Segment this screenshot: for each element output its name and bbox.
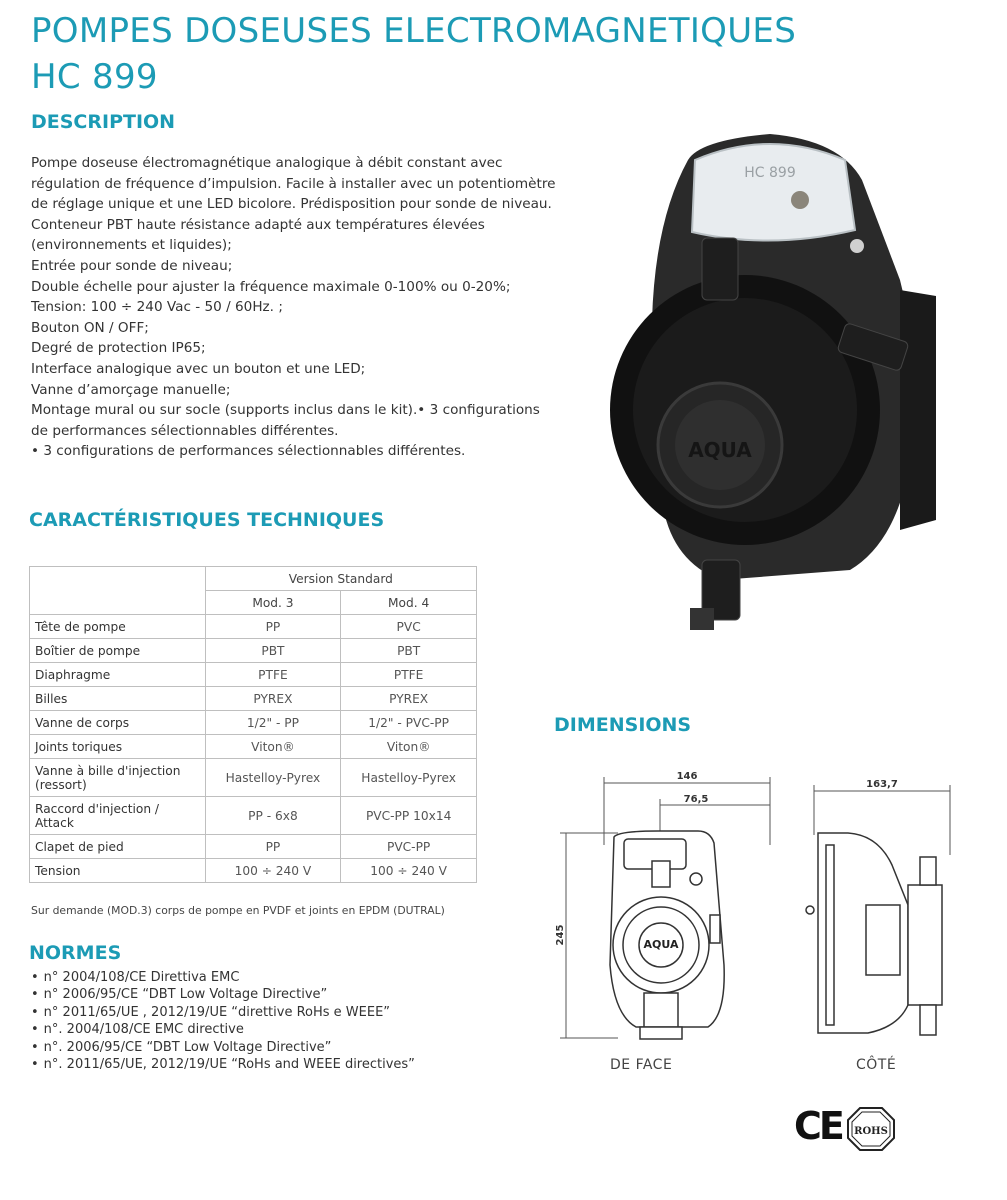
- pump-side-bracket: [900, 290, 936, 530]
- specs-row: [30, 735, 477, 759]
- spec-value-mod3: Hastelloy-Pyrex: [205, 759, 341, 797]
- front-view-logo: AQUA: [643, 938, 679, 951]
- specs-row: [30, 663, 477, 687]
- specs-table: [29, 566, 477, 883]
- description-line: Conteneur PBT haute résistance adapté aux températures élevées (environnements et liquides);: [31, 216, 485, 254]
- model-header-4: Mod. 4: [341, 591, 477, 615]
- specs-row: [30, 687, 477, 711]
- pump-window: [692, 144, 855, 241]
- normes-item: • n° 2011/65/UE , 2012/19/UE “direttive RoHs e WEEE”: [31, 1004, 415, 1021]
- spec-value-mod3: 1/2" - PP: [205, 711, 341, 735]
- specs-heading: CARACTÉRISTIQUES TECHNIQUES: [29, 509, 385, 531]
- pump-screw: [850, 239, 864, 253]
- spec-label: Diaphragme: [30, 663, 206, 687]
- specs-note: Sur demande (MOD.3) corps de pompe en PVDF et joints en EPDM (DUTRAL): [31, 904, 445, 917]
- dim-side-width: 163,7: [866, 779, 898, 790]
- spec-value-mod4: PBT: [341, 639, 477, 663]
- description-line: Montage mural ou sur socle (supports inclus dans le kit).• 3 configurations de performances sélectionnables différentes.: [31, 402, 540, 439]
- specs-row: [30, 615, 477, 639]
- title-line-1: POMPES DOSEUSES ELECTROMAGNETIQUES: [31, 11, 797, 51]
- dimensions-heading: DIMENSIONS: [554, 714, 692, 736]
- specs-row: [30, 759, 477, 797]
- description-line: Pompe doseuse électromagnétique analogique à débit constant avec régulation de fréquence d’impulsion. Facile à installer avec un potentiomètre de réglage unique et une LED bicolore. Prédisposition pour sonde de niveau.: [31, 155, 556, 213]
- spec-value-mod3: 100 ÷ 240 V: [205, 859, 341, 883]
- spec-label: Joints toriques: [30, 735, 206, 759]
- side-view-drawing: [806, 833, 942, 1035]
- front-view-drawing: [610, 831, 724, 1039]
- spec-label: Boîtier de pompe: [30, 639, 206, 663]
- product-photo: [600, 120, 940, 640]
- description-line: Interface analogique avec un bouton et une LED;: [31, 360, 366, 377]
- description-line: • 3 configurations de performances sélectionnables différentes.: [31, 443, 466, 460]
- normes-item: • n° 2006/95/CE “DBT Low Voltage Directive”: [31, 986, 415, 1003]
- valve-top: [702, 238, 738, 300]
- page-title: [31, 8, 796, 100]
- spec-label: Clapet de pied: [30, 835, 206, 859]
- ce-mark: CE: [794, 1104, 842, 1148]
- spec-label: Billes: [30, 687, 206, 711]
- spec-value-mod3: PP - 6x8: [205, 797, 341, 835]
- valve-bottom-fitting: [690, 608, 714, 630]
- spec-value-mod4: PVC: [341, 615, 477, 639]
- version-header: Version Standard: [205, 567, 476, 591]
- description-body: [31, 153, 556, 462]
- description-line: Entrée pour sonde de niveau;: [31, 257, 233, 274]
- spec-value-mod4: Viton®: [341, 735, 477, 759]
- dimension-drawings: [548, 765, 968, 1055]
- dim-front-half: 76,5: [683, 794, 709, 805]
- spec-value-mod3: PBT: [205, 639, 341, 663]
- pump-window-label: HC 899: [744, 165, 796, 181]
- specs-row: [30, 711, 477, 735]
- description-line: Degré de protection IP65;: [31, 340, 206, 357]
- specs-row: [30, 859, 477, 883]
- spec-label: Tête de pompe: [30, 615, 206, 639]
- normes-item: • n°. 2011/65/UE, 2012/19/UE “RoHs and WEEE directives”: [31, 1056, 415, 1073]
- spec-value-mod4: PVC-PP: [341, 835, 477, 859]
- spec-value-mod3: PTFE: [205, 663, 341, 687]
- spec-value-mod3: PYREX: [205, 687, 341, 711]
- spec-value-mod3: Viton®: [205, 735, 341, 759]
- spec-label: Vanne de corps: [30, 711, 206, 735]
- description-line: Vanne d’amorçage manuelle;: [31, 381, 231, 398]
- side-view-label: CÔTÉ: [856, 1057, 897, 1073]
- spec-label: Tension: [30, 859, 206, 883]
- normes-list: [31, 969, 415, 1073]
- description-heading: DESCRIPTION: [31, 111, 176, 133]
- spec-value-mod4: 1/2" - PVC-PP: [341, 711, 477, 735]
- dim-front-width: 146: [676, 771, 698, 782]
- pump-potentiometer: [791, 191, 809, 209]
- specs-row: [30, 639, 477, 663]
- normes-item: • n° 2004/108/CE Direttiva EMC: [31, 969, 415, 986]
- rohs-badge: [846, 1106, 896, 1152]
- specs-corner-cell: [30, 567, 206, 615]
- description-line: Tension: 100 ÷ 240 Vac - 50 / 60Hz. ;: [31, 299, 283, 316]
- title-line-2: HC 899: [31, 57, 158, 97]
- spec-value-mod3: PP: [205, 835, 341, 859]
- spec-value-mod4: PYREX: [341, 687, 477, 711]
- dim-height: 245: [555, 924, 566, 946]
- spec-label: Raccord d'injection / Attack: [30, 797, 206, 835]
- normes-heading: NORMES: [29, 942, 122, 964]
- spec-label: Vanne à bille d'injection (ressort): [30, 759, 206, 797]
- rohs-text: ROHS: [854, 1126, 888, 1137]
- spec-value-mod4: 100 ÷ 240 V: [341, 859, 477, 883]
- specs-row: [30, 835, 477, 859]
- normes-item: • n°. 2006/95/CE “DBT Low Voltage Directive”: [31, 1039, 415, 1056]
- specs-row: [30, 797, 477, 835]
- pump-head-logo: AQUA: [688, 438, 752, 462]
- model-header-3: Mod. 3: [205, 591, 341, 615]
- description-line: Double échelle pour ajuster la fréquence maximale 0-100% ou 0-20%;: [31, 278, 511, 295]
- front-view-label: DE FACE: [610, 1057, 673, 1073]
- spec-value-mod4: PVC-PP 10x14: [341, 797, 477, 835]
- spec-value-mod4: PTFE: [341, 663, 477, 687]
- normes-item: • n°. 2004/108/CE EMC directive: [31, 1021, 415, 1038]
- spec-value-mod4: Hastelloy-Pyrex: [341, 759, 477, 797]
- spec-value-mod3: PP: [205, 615, 341, 639]
- description-line: Bouton ON / OFF;: [31, 319, 149, 336]
